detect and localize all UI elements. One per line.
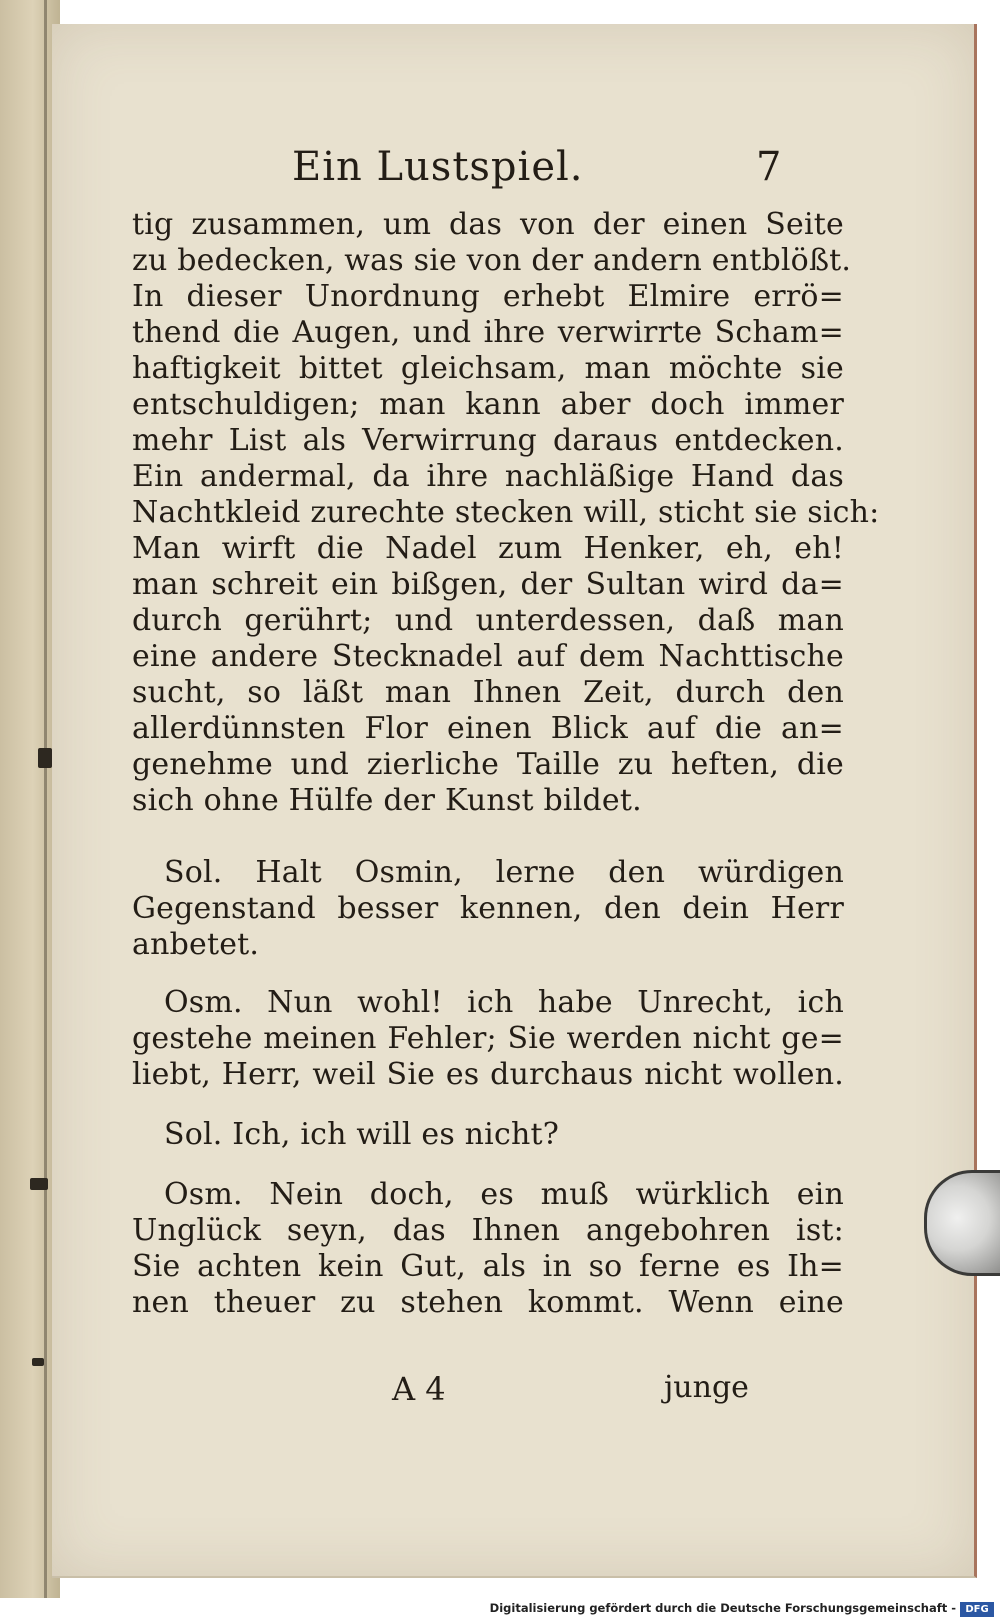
page-clip-icon: [924, 1170, 1000, 1276]
text-line: sich ohne Hülfe der Kunst bildet.: [132, 783, 642, 818]
speech-line: Sie achten kein Gut, als in so ferne es Ih=: [132, 1249, 844, 1284]
text-line: allerdünnsten Flor einen Blick auf die an=: [132, 711, 844, 746]
text-line: In dieser Unordnung erhebt Elmire errö=: [132, 279, 844, 314]
binding-thread-mark: [38, 748, 52, 768]
binding-fold: [44, 0, 47, 1598]
text-line: thend die Augen, und ihre verwirrte Scham=: [132, 315, 844, 350]
speech-line: Osm. Nein doch, es muß würklich ein: [164, 1177, 844, 1212]
text-line: genehme und zierliche Taille zu heften, die: [132, 747, 844, 782]
speech-line: Unglück seyn, das Ihnen angebohren ist:: [132, 1213, 844, 1248]
binding-thread-mark: [30, 1178, 48, 1190]
text-line: mehr List als Verwirrung daraus entdecken.: [132, 423, 844, 458]
page-text: [52, 24, 974, 1576]
signature-mark: A 4: [392, 1370, 446, 1408]
catchword: junge: [664, 1370, 749, 1405]
text-line: eine andere Stecknadel auf dem Nachttische: [132, 639, 844, 674]
text-line: zu bedecken, was sie von der andern entblößt.: [132, 243, 852, 278]
text-line: Nachtkleid zurechte stecken will, sticht sie sich:: [132, 495, 880, 530]
text-line: entschuldigen; man kann aber doch immer: [132, 387, 844, 422]
left-page-edge: [0, 0, 60, 1598]
text-line: tig zusammen, um das von der einen Seite: [132, 207, 844, 242]
text-line: durch gerührt; und unterdessen, daß man: [132, 603, 844, 638]
text-line: haftigkeit bittet gleichsam, man möchte sie: [132, 351, 844, 386]
funding-credit: Digitalisierung gefördert durch die Deutsche Forschungsgemeinschaft -: [489, 1601, 956, 1615]
page-number: 7: [756, 144, 782, 190]
speech-line: Sol. Ich, ich will es nicht?: [164, 1117, 560, 1152]
speech-line: nen theuer zu stehen kommt. Wenn eine: [132, 1285, 844, 1320]
running-head: Ein Lustspiel.: [292, 144, 584, 190]
footer-bar: [0, 1598, 1000, 1623]
binding-thread-mark: [32, 1358, 44, 1366]
speech-line: Gegenstand besser kennen, den dein Herr: [132, 891, 844, 926]
dfg-logo-icon: DFG: [960, 1602, 994, 1617]
speech-line: Osm. Nun wohl! ich habe Unrecht, ich: [164, 985, 844, 1020]
book-page: [52, 24, 977, 1578]
speech-line: liebt, Herr, weil Sie es durchaus nicht wollen.: [132, 1057, 844, 1092]
text-line: Man wirft die Nadel zum Henker, eh, eh!: [132, 531, 844, 566]
speech-line: anbetet.: [132, 927, 260, 962]
speech-line: Sol. Halt Osmin, lerne den würdigen: [164, 855, 844, 890]
speech-line: gestehe meinen Fehler; Sie werden nicht ge=: [132, 1021, 844, 1056]
text-line: man schreit ein bißgen, der Sultan wird da=: [132, 567, 844, 602]
text-line: Ein andermal, da ihre nachläßige Hand das: [132, 459, 844, 494]
text-line: sucht, so läßt man Ihnen Zeit, durch den: [132, 675, 844, 710]
